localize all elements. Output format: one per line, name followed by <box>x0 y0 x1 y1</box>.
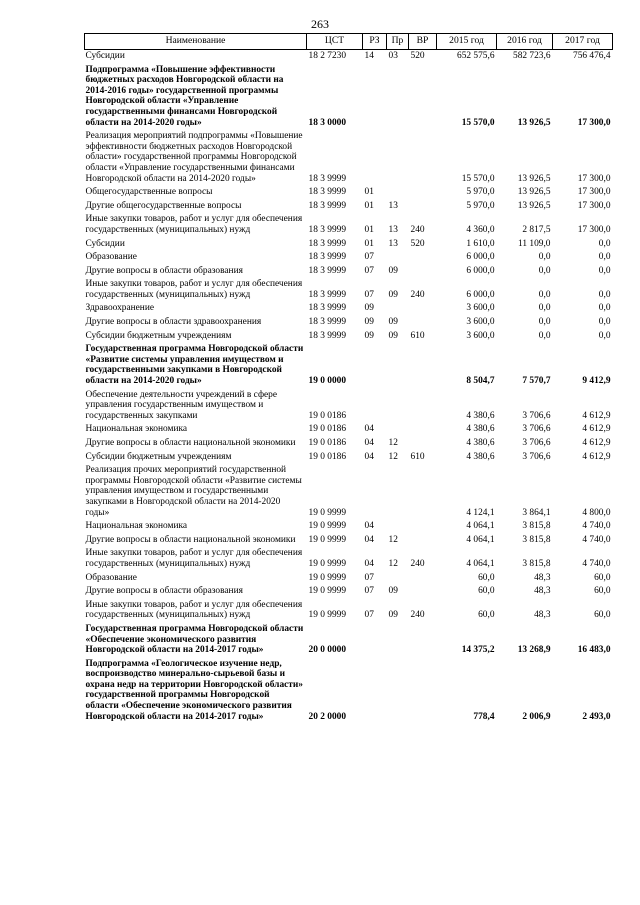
table-row <box>85 658 613 725</box>
cell-rz <box>363 464 387 520</box>
cell-pr <box>387 658 409 725</box>
cell-name: Другие вопросы в области национальной экономики <box>85 534 296 545</box>
cell-name: Общегосударственные вопросы <box>85 187 213 198</box>
cell-rz: 07 <box>364 265 374 276</box>
cell-vr <box>409 464 437 520</box>
cell-2016: 3 706,6 <box>522 410 551 421</box>
cell-cst: 18 3 9999 <box>308 173 346 184</box>
cell-vr <box>409 658 437 725</box>
cell-vr: 520 <box>410 238 425 249</box>
table-row <box>85 423 613 437</box>
cell-2015: 3 600,0 <box>466 317 495 328</box>
table-row <box>85 330 613 344</box>
cell-cst: 18 2 7230 <box>308 51 346 61</box>
cell-pr: 09 <box>388 265 398 276</box>
cell-pr: 09 <box>388 289 398 300</box>
cell-2017: 17 300,0 <box>577 173 611 184</box>
table-row <box>85 464 613 520</box>
cell-2017: 4 612,9 <box>582 451 611 462</box>
table-row <box>85 451 613 465</box>
cell-cst: 18 3 9999 <box>308 289 346 300</box>
cell-pr <box>387 251 409 265</box>
table-row <box>85 278 613 302</box>
cell-2016: 0,0 <box>538 303 551 314</box>
cell-name: Образование <box>85 572 137 583</box>
cell-cst: 19 0 9999 <box>308 534 346 545</box>
cell-2016: 13 926,5 <box>517 117 551 128</box>
cell-2015: 778,4 <box>473 711 495 722</box>
cell-2016: 2 817,5 <box>522 224 551 235</box>
cell-pr: 13 <box>388 200 398 211</box>
cell-pr: 12 <box>388 451 398 462</box>
cell-cst: 18 3 9999 <box>308 224 346 235</box>
cell-vr <box>409 389 437 424</box>
header-2015: 2015 год <box>437 34 497 50</box>
cell-cst: 19 0 9999 <box>308 521 346 532</box>
cell-vr <box>409 302 437 316</box>
cell-cst: 18 3 9999 <box>308 330 346 341</box>
cell-2015: 4 380,6 <box>466 424 495 435</box>
cell-2015: 6 000,0 <box>466 289 495 300</box>
cell-cst: 18 3 9999 <box>308 265 346 276</box>
cell-2017: 9 412,9 <box>582 376 611 387</box>
table-row <box>85 200 613 214</box>
cell-2015: 5 970,0 <box>466 200 495 211</box>
table-row <box>85 238 613 252</box>
cell-2016: 13 926,5 <box>517 187 551 198</box>
cell-name: Образование <box>85 252 137 263</box>
cell-2016: 2 006,9 <box>522 711 551 722</box>
cell-2015: 60,0 <box>478 572 495 583</box>
cell-rz: 04 <box>364 534 374 545</box>
table-row <box>85 213 613 237</box>
cell-pr <box>387 64 409 131</box>
table-row <box>85 302 613 316</box>
cell-cst: 19 0 0186 <box>308 451 346 462</box>
cell-2016: 3 815,8 <box>522 534 551 545</box>
cell-2017: 4 740,0 <box>582 521 611 532</box>
table-row <box>85 265 613 279</box>
header-vr: ВР <box>409 34 437 50</box>
cell-vr <box>409 265 437 279</box>
cell-2016: 13 268,9 <box>517 645 551 656</box>
cell-vr <box>409 251 437 265</box>
cell-2016: 3 815,8 <box>522 558 551 569</box>
cell-vr <box>409 64 437 131</box>
cell-2017: 2 493,0 <box>582 711 611 722</box>
cell-pr: 13 <box>388 238 398 249</box>
table-row <box>85 130 613 186</box>
cell-pr <box>387 302 409 316</box>
cell-name: Здравоохранение <box>85 303 154 314</box>
cell-2016: 0,0 <box>538 252 551 263</box>
cell-pr: 03 <box>388 51 398 61</box>
cell-2015: 1 610,0 <box>466 238 495 249</box>
cell-pr <box>387 389 409 424</box>
cell-2016: 3 864,1 <box>522 507 551 518</box>
cell-2016: 0,0 <box>538 265 551 276</box>
cell-cst: 20 2 0000 <box>308 711 346 722</box>
cell-2015: 4 380,6 <box>466 451 495 462</box>
cell-2017: 60,0 <box>594 586 611 597</box>
cell-2017: 0,0 <box>598 303 611 314</box>
page-number: 263 <box>311 17 329 31</box>
cell-vr <box>409 520 437 534</box>
cell-cst: 19 0 9999 <box>308 558 346 569</box>
cell-2017: 0,0 <box>598 317 611 328</box>
cell-rz: 09 <box>364 303 374 314</box>
cell-name: Другие вопросы в области национальной экономики <box>85 438 296 448</box>
cell-2015: 4 380,6 <box>466 438 495 448</box>
cell-2017: 4 800,0 <box>582 507 611 518</box>
header-rz: РЗ <box>363 34 387 50</box>
cell-2015: 4 064,1 <box>466 558 495 569</box>
cell-vr <box>409 534 437 548</box>
cell-name: Субсидии <box>85 238 125 249</box>
table-header-row <box>85 34 613 50</box>
cell-2015: 4 124,1 <box>466 507 495 518</box>
cell-pr: 09 <box>388 317 398 328</box>
cell-2016: 3 706,6 <box>522 424 551 435</box>
cell-rz <box>363 130 387 186</box>
cell-rz: 01 <box>364 238 374 249</box>
cell-2016: 48,3 <box>534 610 551 621</box>
cell-rz: 04 <box>364 521 374 532</box>
cell-cst: 18 3 9999 <box>308 303 346 314</box>
cell-cst: 19 0 0186 <box>308 410 346 421</box>
cell-2015: 4 360,0 <box>466 224 495 235</box>
cell-2017: 4 612,9 <box>582 424 611 435</box>
cell-2017: 0,0 <box>598 238 611 249</box>
cell-2015: 60,0 <box>478 610 495 621</box>
cell-2017: 60,0 <box>594 572 611 583</box>
cell-2015: 6 000,0 <box>466 252 495 263</box>
cell-vr <box>409 437 437 451</box>
budget-table <box>84 33 613 724</box>
cell-rz: 07 <box>364 289 374 300</box>
table-row <box>85 251 613 265</box>
cell-vr <box>409 585 437 599</box>
cell-2016: 3 815,8 <box>522 521 551 532</box>
cell-2016: 3 706,6 <box>522 451 551 462</box>
cell-2017: 4 740,0 <box>582 534 611 545</box>
table-row <box>85 599 613 623</box>
cell-rz: 01 <box>364 224 374 235</box>
cell-rz <box>363 343 387 388</box>
cell-vr <box>409 623 437 658</box>
cell-2017: 756 476,4 <box>573 51 611 61</box>
cell-rz <box>363 64 387 131</box>
cell-2016: 13 926,5 <box>517 200 551 211</box>
table-row <box>85 437 613 451</box>
cell-2016: 11 109,0 <box>518 238 551 249</box>
cell-rz: 01 <box>364 200 374 211</box>
table-row <box>85 534 613 548</box>
table-row <box>85 520 613 534</box>
cell-vr: 240 <box>410 558 425 569</box>
cell-2017: 17 300,0 <box>577 117 611 128</box>
cell-cst: 18 3 9999 <box>308 187 346 198</box>
cell-name: Субсидии бюджетным учреждениям <box>85 451 232 462</box>
cell-2015: 15 570,0 <box>461 117 495 128</box>
table-row <box>85 64 613 131</box>
cell-pr: 09 <box>388 330 398 341</box>
header-2017: 2017 год <box>553 34 613 50</box>
cell-cst: 19 0 9999 <box>308 572 346 583</box>
cell-pr <box>387 423 409 437</box>
cell-vr <box>409 186 437 200</box>
cell-pr: 12 <box>388 438 398 448</box>
cell-2016: 0,0 <box>538 330 551 341</box>
cell-2016: 0,0 <box>538 289 551 300</box>
cell-2015: 4 380,6 <box>466 410 495 421</box>
table-row <box>85 585 613 599</box>
cell-cst: 19 0 9999 <box>308 507 346 518</box>
cell-vr: 610 <box>410 330 425 341</box>
cell-vr: 240 <box>410 224 425 235</box>
cell-2017: 0,0 <box>598 252 611 263</box>
cell-pr <box>387 464 409 520</box>
table-row <box>85 389 613 424</box>
cell-2015: 14 375,2 <box>461 645 495 656</box>
table-row <box>85 572 613 586</box>
cell-pr <box>387 343 409 388</box>
cell-2017: 17 300,0 <box>577 200 611 211</box>
header-pr: Пр <box>387 34 409 50</box>
cell-2015: 15 570,0 <box>461 173 495 184</box>
cell-name: Иные закупки товаров, работ и услуг для обеспечения государственных (муниципальных) нужд <box>85 599 303 621</box>
cell-pr: 09 <box>388 610 398 621</box>
cell-vr <box>409 200 437 214</box>
cell-2017: 4 612,9 <box>582 410 611 421</box>
cell-2016: 48,3 <box>534 586 551 597</box>
table-row <box>85 343 613 388</box>
cell-pr <box>387 130 409 186</box>
cell-rz: 07 <box>364 252 374 263</box>
cell-2017: 4 612,9 <box>582 438 611 448</box>
cell-rz: 07 <box>364 586 374 597</box>
cell-name: Государственная программа Новгородской области «Обеспечение экономического развития Новгородской области на 2014-2017 годы» <box>85 623 304 656</box>
cell-name: Подпрограмма «Повышение эффективности бюджетных расходов Новгородской области на 2014-2016 годы» государственной программы Новгородской области «Управление государственными финансами Новгородской области на 2014-2020 годы» <box>85 64 284 128</box>
cell-rz <box>363 658 387 725</box>
cell-rz <box>363 389 387 424</box>
cell-2017: 16 483,0 <box>577 645 611 656</box>
table-body <box>85 50 613 725</box>
cell-cst: 19 0 0186 <box>308 424 346 435</box>
cell-2016: 48,3 <box>534 572 551 583</box>
cell-2017: 0,0 <box>598 265 611 276</box>
cell-pr: 09 <box>388 586 398 597</box>
header-2016: 2016 год <box>497 34 553 50</box>
cell-2016: 7 570,7 <box>522 376 551 387</box>
cell-rz: 07 <box>364 572 374 583</box>
cell-2016: 582 723,6 <box>513 51 551 61</box>
cell-name: Государственная программа Новгородской области «Развитие системы управления имуществом и государственными закупками в Новгородской области на 2014-2020 годы» <box>85 344 304 387</box>
cell-rz: 07 <box>364 610 374 621</box>
cell-name: Реализация прочих мероприятий государственной программы Новгородской области «Развитие системы управления имуществом и государственными закупками в Новгородской области на 2014-2020 годы» <box>85 465 302 518</box>
header-cst: ЦСТ <box>307 34 363 50</box>
cell-2015: 5 970,0 <box>466 187 495 198</box>
cell-vr: 520 <box>410 51 425 61</box>
cell-2017: 4 740,0 <box>582 558 611 569</box>
cell-name: Субсидии <box>85 51 125 61</box>
cell-pr <box>387 186 409 200</box>
cell-name: Подпрограмма «Геологическое изучение недр, воспроизводство минерально-сырьевой базы и охрана недр на территории Новгородской области» государственной программы Новгородской области «Обеспечение экономического развития Новгородской области на 2014-2017 годы» <box>85 658 303 722</box>
cell-vr <box>409 572 437 586</box>
cell-vr <box>409 423 437 437</box>
cell-cst: 18 3 9999 <box>308 200 346 211</box>
cell-pr: 12 <box>388 534 398 545</box>
header-name: Наименование <box>85 34 307 50</box>
cell-2015: 6 000,0 <box>466 265 495 276</box>
cell-name: Национальная экономика <box>85 424 188 435</box>
cell-pr <box>387 572 409 586</box>
cell-vr: 610 <box>410 451 425 462</box>
cell-cst: 18 3 9999 <box>308 317 346 328</box>
cell-2017: 0,0 <box>598 330 611 341</box>
cell-2015: 3 600,0 <box>466 330 495 341</box>
cell-rz: 04 <box>364 558 374 569</box>
cell-name: Другие вопросы в области здравоохранения <box>85 317 262 328</box>
cell-name: Другие общегосударственные вопросы <box>85 200 242 211</box>
cell-2017: 17 300,0 <box>577 187 611 198</box>
cell-name: Обеспечение деятельности учреждений в сфере управления государственным имуществом и государственных закупками <box>85 389 278 421</box>
cell-rz: 09 <box>364 317 374 328</box>
cell-2017: 0,0 <box>598 289 611 300</box>
cell-rz: 04 <box>364 424 374 435</box>
cell-name: Субсидии бюджетным учреждениям <box>85 330 232 341</box>
cell-2016: 3 706,6 <box>522 438 551 448</box>
cell-cst: 18 3 9999 <box>308 252 346 263</box>
cell-cst: 18 3 0000 <box>308 117 346 128</box>
cell-pr <box>387 623 409 658</box>
cell-name: Другие вопросы в области образования <box>85 265 243 276</box>
table-row <box>85 623 613 658</box>
cell-rz <box>363 623 387 658</box>
cell-cst: 18 3 9999 <box>308 238 346 249</box>
cell-cst: 19 0 9999 <box>308 586 346 597</box>
table-row <box>85 316 613 330</box>
cell-2015: 60,0 <box>478 586 495 597</box>
cell-rz: 01 <box>364 187 374 198</box>
cell-name: Национальная экономика <box>85 521 188 532</box>
cell-vr: 240 <box>410 610 425 621</box>
cell-2015: 4 064,1 <box>466 534 495 545</box>
cell-cst: 20 0 0000 <box>308 645 346 656</box>
cell-vr: 240 <box>410 289 425 300</box>
cell-vr <box>409 343 437 388</box>
cell-rz: 04 <box>364 451 374 462</box>
cell-rz: 14 <box>364 51 374 61</box>
cell-2016: 13 926,5 <box>517 173 551 184</box>
cell-pr: 12 <box>388 558 398 569</box>
cell-2015: 652 575,6 <box>457 51 495 61</box>
cell-pr <box>387 520 409 534</box>
table-row <box>85 547 613 571</box>
cell-cst: 19 0 0186 <box>308 438 346 448</box>
cell-2015: 8 504,7 <box>466 376 495 387</box>
cell-pr: 13 <box>388 224 398 235</box>
cell-name: Другие вопросы в области образования <box>85 586 243 597</box>
cell-cst: 19 0 0000 <box>308 376 346 387</box>
cell-vr <box>409 316 437 330</box>
cell-name: Иные закупки товаров, работ и услуг для обеспечения государственных (муниципальных) нужд <box>85 214 303 235</box>
cell-2015: 4 064,1 <box>466 521 495 532</box>
cell-2017: 17 300,0 <box>577 224 611 235</box>
cell-name: Реализация мероприятий подпрограммы «Повышение эффективности бюджетных расходов Новгородской области» государственной программы Новгородской области «Управление государственными финансами Новгородской области на 2014-2020 годы» <box>85 131 303 184</box>
cell-name: Иные закупки товаров, работ и услуг для обеспечения государственных (муниципальных) нужд <box>85 548 303 569</box>
cell-rz: 04 <box>364 438 374 448</box>
cell-2017: 60,0 <box>594 610 611 621</box>
cell-vr <box>409 130 437 186</box>
cell-rz: 09 <box>364 330 374 341</box>
cell-cst: 19 0 9999 <box>308 610 346 621</box>
cell-2015: 3 600,0 <box>466 303 495 314</box>
cell-name: Иные закупки товаров, работ и услуг для обеспечения государственных (муниципальных) нужд <box>85 279 303 300</box>
table-row <box>85 186 613 200</box>
table-row <box>85 50 613 64</box>
cell-2016: 0,0 <box>538 317 551 328</box>
